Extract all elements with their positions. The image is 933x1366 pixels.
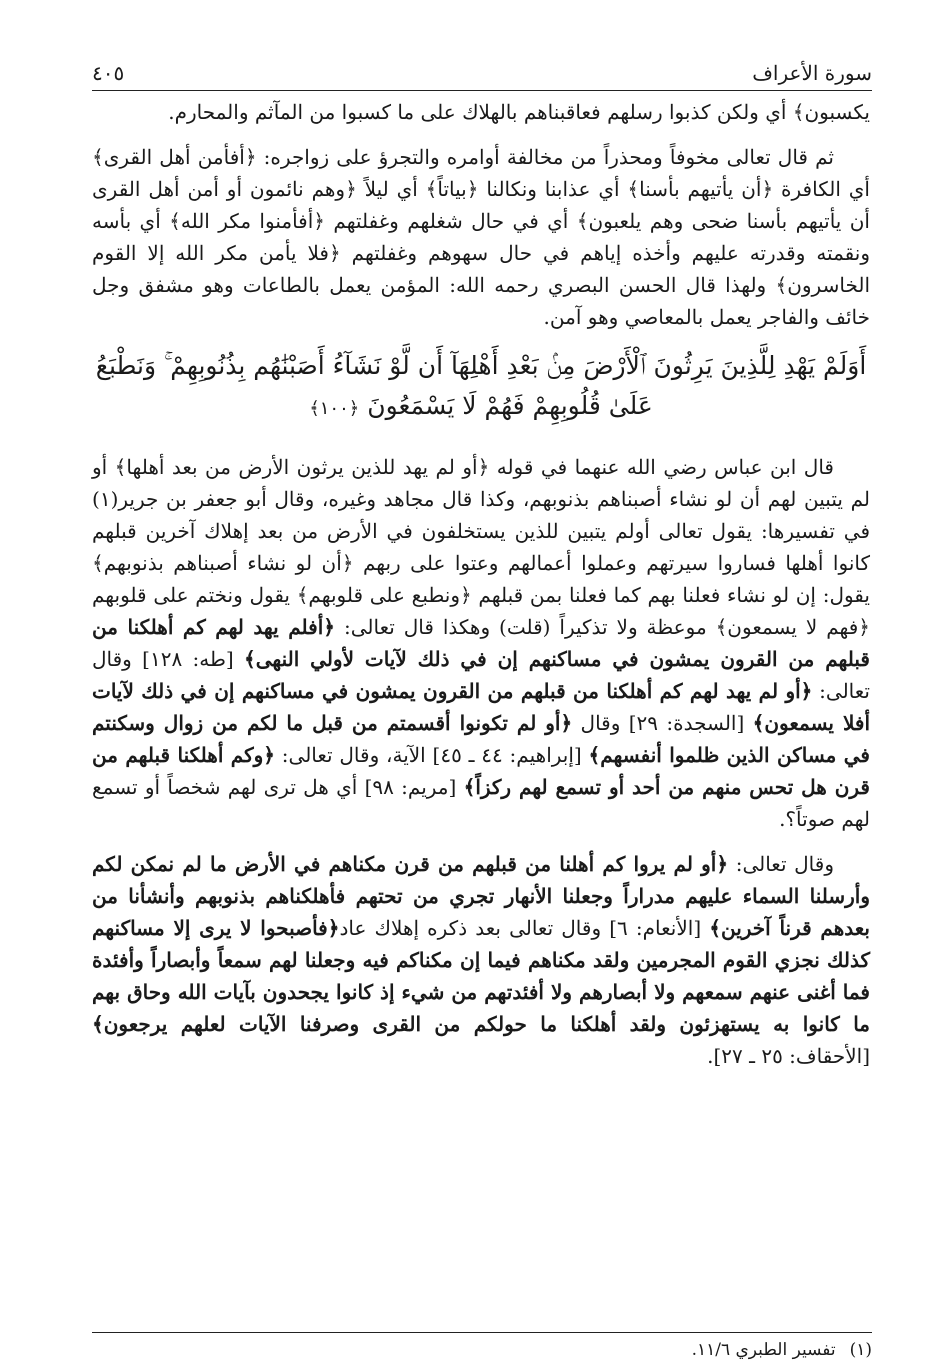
paragraph-1: يكسبون﴾ أي ولكن كذبوا رسلهم فعاقبناهم بالهلاك على ما كسبوا من المآثم والمحارم. xyxy=(168,100,870,124)
verse-text: أَوَلَمْ يَهْدِ لِلَّذِينَ يَرِثُونَ ٱلْأَرْضَ مِنۢ بَعْدِ أَهْلِهَآ أَن لَّوْ نَشَآءُ أَصَبْنَٰهُم بِذُنُوبِهِمْ ۚ وَنَطْبَعُ عَلَىٰ قُلُوبِهِمْ فَهُمْ لَا يَسْمَعُونَ xyxy=(95,351,867,420)
footnote-text: تفسير الطبري ١١/٦. xyxy=(691,1340,836,1360)
footnote-number: (١) xyxy=(849,1340,872,1360)
ref-sajda: [السجدة: ٢٩] وقال xyxy=(572,711,753,735)
quote-ahqaf: ﴿فأصبحوا لا يرى إلا مساكنهم كذلك نجزي القوم المجرمين ولقد مكناهم فيما إن مكناكم فيه وجعلنا لهم سمعاً وأبصاراً وأفئدة فما أغنى عنهم سمعهم ولا أبصارهم ولا أفئدتهم من شيء إذ كانوا يجحدون بآيات الله وحاق بهم ما كانوا به يستهزئون ولقد أهلكنا ما حولكم من القرى وصرفنا الآيات لعلهم يرجعون﴾ xyxy=(92,916,870,1036)
page-header xyxy=(92,55,872,85)
paragraph-4 xyxy=(92,848,870,1072)
paragraph-3-text: قال ابن عباس رضي الله عنهما في قوله ﴿أو لم يهد للذين يرثون الأرض من بعد أهلها﴾ أو لم يتبين لهم أن لو نشاء أصبناهم بذنوبهم، وكذا قال مجاهد وغيره، وقال أبو جعفر بن جرير(١) في تفسيرها: يقول تعالى أولم يتبين للذين يستخلفون في الأرض من بعد إهلاك آخرين قبلهم كانوا أهلها فساروا سيرتهم وعملوا أعمالهم وعتوا على ربهم ﴿أن لو نشاء أصبناهم بذنوبهم﴾ يقول: إن لو نشاء فعلنا بهم كما فعلنا بمن قبلهم ﴿ونطبع على قلوبهم﴾ يقول ونختم على قلوبهم ﴿فهم لا يسمعون﴾ موعظة ولا تذكيراً (قلت) وهكذا قال تعالى: xyxy=(92,455,871,639)
footnote-divider xyxy=(92,1332,872,1333)
main-text xyxy=(92,96,870,1085)
page-number: ٤٠٥ xyxy=(92,61,125,85)
ref-ahqaf: [الأحقاف: ٢٥ ـ ٢٧]. xyxy=(707,1044,870,1068)
ref-maryam: [مريم: ٩٨] أي هل ترى لهم شخصاً أو تسمع لهم صوتاً؟. xyxy=(92,775,870,831)
verse-number: ﴿١٠٠﴾ xyxy=(309,398,360,419)
p4-intro: وقال تعالى: xyxy=(728,852,834,876)
ref-taha: [طه: ١٢٨] وقال تعالى: xyxy=(92,647,870,703)
ref-anam: [الأنعام: ٦] وقال تعالى بعد ذكره إهلاك عاد xyxy=(339,916,710,940)
paragraph-3 xyxy=(92,451,870,835)
quote-anam: ﴿أو لم يروا كم أهلنا من قبلهم من قرن مكناهم في الأرض ما لم نمكن لكم وأرسلنا السماء عليهم مدراراً وجعلنا الأنهار تجري من تحتهم فأهلكناهم بذنوبهم وأنشأنا من بعدهم قرناً آخرين﴾ xyxy=(92,852,870,940)
quote-maryam: ﴿وكم أهلكنا قبلهم من قرن هل تحس منهم من أحد أو تسمع لهم ركزاً﴾ xyxy=(92,743,870,799)
surah-title: سورة الأعراف xyxy=(752,61,872,85)
footnote xyxy=(92,1338,872,1362)
paragraph-2: ثم قال تعالى مخوفاً ومحذراً من مخالفة أوامره والتجرؤ على زواجره: ﴿أفأمن أهل القرى﴾ أي الكافرة ﴿أن يأتيهم بأسنا﴾ أي عذابنا ونكالنا ﴿بياتاً﴾ أي ليلاً ﴿وهم نائمون أو أمن أهل القرى أن يأتيهم بأسنا ضحى وهم يلعبون﴾ أي في حال شغلهم وغفلتهم ﴿أفأمنوا مكر الله﴾ أي بأسه ونقمته وقدرته عليهم وأخذه إياهم في حال سهوهم وغفلتهم ﴿فلا يأمن مكر الله إلا القوم الخاسرون﴾ ولهذا قال الحسن البصري رحمه الله: المؤمن يعمل بالطاعات وهو مشفق وجل خائف والفاجر يعمل بالمعاصي وهو آمن. xyxy=(92,145,870,329)
quote-sajda: ﴿أو لم يهد لهم كم أهلكنا من قبلهم من القرون يمشون في مساكنهم إن في ذلك لآيات أفلا يسمعون﴾ xyxy=(92,679,870,735)
quote-taha: ﴿أفلم يهد لهم كم أهلكنا من قبلهم من القرون يمشون في مساكنهم إن في ذلك لآيات لأولي النهى﴾ xyxy=(92,615,870,671)
ref-ibrahim: [إبراهيم: ٤٤ ـ ٤٥] الآية، وقال تعالى: xyxy=(275,743,589,767)
quran-verse xyxy=(92,346,870,429)
header-divider xyxy=(92,90,872,91)
quote-ibrahim: ﴿أو لم تكونوا أقسمتم من قبل ما لكم من زوال وسكنتم في مساكن الذين ظلموا أنفسهم﴾ xyxy=(92,711,870,767)
